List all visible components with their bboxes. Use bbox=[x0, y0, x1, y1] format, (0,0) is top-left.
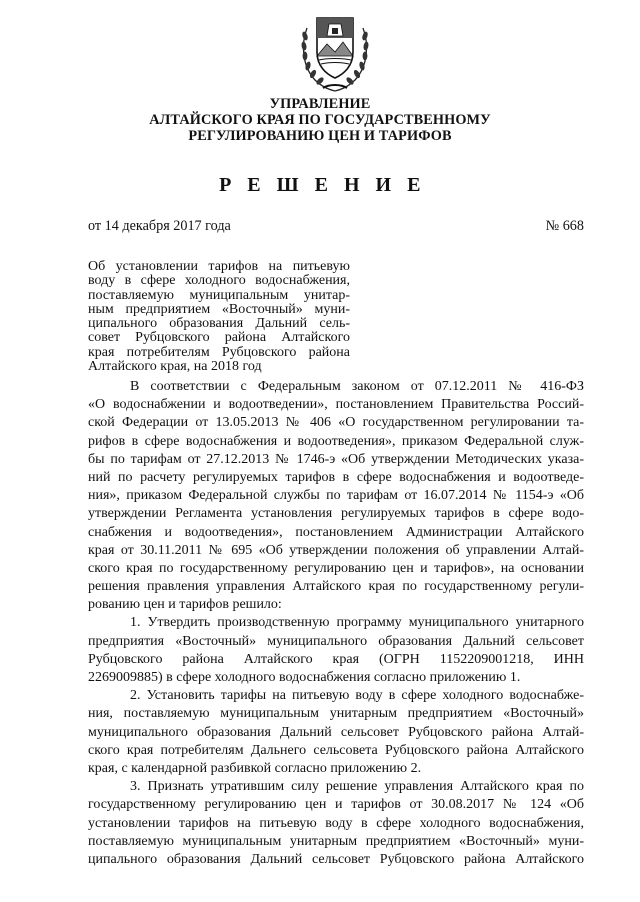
body-line: ского края по государственному регулированию цен и тарифов», на основании bbox=[88, 560, 584, 576]
body-line: рованию цен и тарифов решило: bbox=[88, 597, 282, 613]
body-line: «О водоснабжении и водоотведении», постановлением Правительства Россий- bbox=[88, 397, 584, 413]
body-line: края от 30.11.2011 № 695 «Об утверждении положения об управлении Алтай- bbox=[88, 542, 584, 558]
subject-line: поставляемую муниципальным унитар- bbox=[88, 287, 350, 303]
agency-line: УПРАВЛЕНИЕ bbox=[269, 96, 371, 112]
subject-line: Об установлении тарифов на питьевую bbox=[88, 259, 350, 274]
body-line: 2269009885) в сфере холодного водоснабжения согласно приложению 1. bbox=[88, 670, 521, 685]
subject-line: ципального образования Дальний сель- bbox=[88, 316, 350, 332]
subject-line: Алтайского края, на 2018 год bbox=[88, 359, 262, 375]
body-line: ния», приказом Федеральной службы по тарифам от 16.07.2014 № 1154-э «Об bbox=[88, 488, 584, 504]
body-line: 1. Утвердить производственную программу муниципального унитарного bbox=[130, 615, 584, 631]
agency-line: АЛТАЙСКОГО КРАЯ ПО ГОСУДАРСТВЕННОМУ bbox=[149, 112, 491, 128]
altai-krai-coat-of-arms-icon bbox=[297, 8, 373, 94]
body-line: муниципального образования Дальний сельсовет Рубцовского района Алтай- bbox=[88, 724, 584, 740]
body-line: ния, поставляемую муниципальным унитарным предприятием «Восточный» bbox=[88, 706, 584, 722]
body-line: ний по расчету регулируемых тарифов в сфере водоснабжения и водоотведе- bbox=[88, 469, 584, 485]
body-line: государственному регулированию цен и тарифов от 30.08.2017 № 124 «Об bbox=[88, 797, 584, 813]
agency-line: РЕГУЛИРОВАНИЮ ЦЕН И ТАРИФОВ bbox=[188, 128, 452, 144]
body-line: ского края потребителям Дальнего сельсовета Рубцовского района Алтайского bbox=[88, 742, 584, 758]
document-title: Р Е Ш Е Н И Е bbox=[219, 174, 426, 196]
body-line: ципального образования Дальний сельсовет Рубцовского района Алтайского bbox=[88, 851, 584, 867]
body-line: предприятия «Восточный» муниципального образования Дальний сельсовет bbox=[88, 633, 584, 649]
body-line: поставляемую муниципальным унитарным предприятием «Восточный» муни- bbox=[88, 833, 584, 849]
subject-line: совет Рубцовского района Алтайского bbox=[88, 330, 350, 346]
body-line: снабжения и водоотведения», постановлением Администрации Алтайского bbox=[88, 524, 584, 540]
body-line: утверждении Регламента установления регулируемых тарифов в сфере водо- bbox=[88, 506, 584, 522]
body-line: 3. Признать утратившим силу решение управления Алтайского края по bbox=[130, 779, 584, 795]
body-line: ской Федерации от 13.05.2013 № 406 «О государственном регулировании та- bbox=[88, 415, 584, 431]
body-line: бы по тарифам от 27.12.2013 № 1746-э «Об утверждении Методических указа- bbox=[88, 451, 584, 467]
body-line: Рубцовского района Алтайского края (ОГРН 1152209001218, ИНН bbox=[88, 651, 584, 667]
body-line: В соответствии с Федеральным законом от 07.12.2011 № 416-ФЗ bbox=[130, 379, 584, 394]
body-line: 2. Установить тарифы на питьевую воду в сфере холодного водоснабже- bbox=[130, 688, 584, 704]
document-date: от 14 декабря 2017 года bbox=[88, 218, 231, 234]
document-number: № 668 bbox=[545, 218, 584, 234]
subject-line: ным предприятием «Восточный» муни- bbox=[88, 301, 350, 317]
subject-line: края потребителям Рубцовского района bbox=[88, 344, 350, 360]
subject-line: воду в сфере холодного водоснабжения, bbox=[88, 273, 350, 289]
document-body bbox=[88, 378, 584, 869]
body-line: края, с календарной разбивкой согласно приложению 2. bbox=[88, 760, 422, 776]
body-line: рифов в сфере водоснабжения и водоотведения», приказом Федеральной служ- bbox=[88, 433, 584, 449]
body-line: установлении тарифов на питьевую воду в сфере холодного водоснабжения, bbox=[88, 815, 584, 831]
document-subject bbox=[88, 260, 350, 374]
body-line: решения правления управления Алтайского края по государственному регули- bbox=[88, 579, 584, 595]
issuing-agency bbox=[0, 96, 640, 144]
